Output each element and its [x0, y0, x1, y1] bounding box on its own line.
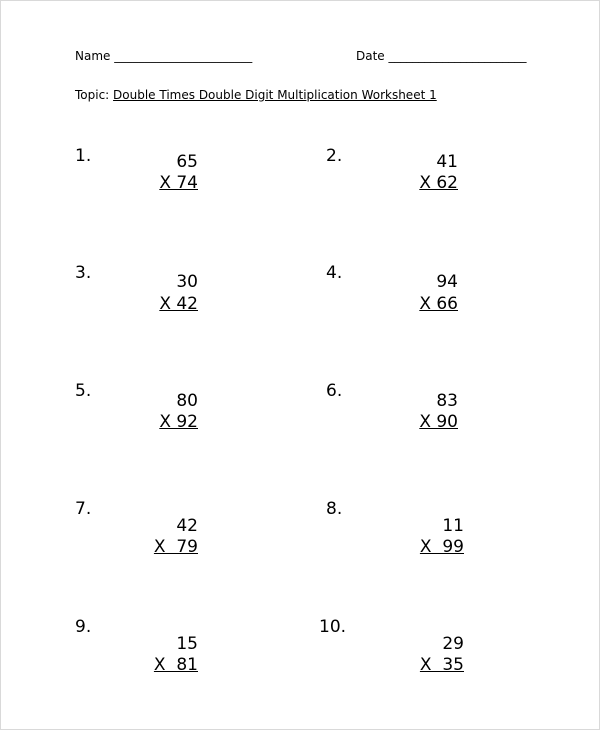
problem-bottom-operand: X 62 [419, 173, 458, 193]
problem-top-operand: 80 [176, 391, 198, 411]
problem-bottom-operand: X 66 [419, 294, 458, 314]
problem-top-operand: 42 [176, 516, 198, 536]
problem-top-operand: 94 [436, 272, 458, 292]
problem-number: 10. [319, 617, 347, 637]
topic-line [75, 88, 437, 102]
problem-number: 7. [75, 499, 92, 519]
problem-number: 5. [75, 381, 92, 401]
problem-top-operand: 83 [436, 391, 458, 411]
problem-number: 2. [326, 146, 343, 166]
problem-bottom-operand: X 99 [419, 537, 464, 557]
problem-top-operand: 11 [442, 516, 464, 536]
topic-prefix: Topic: [75, 88, 114, 102]
problem-bottom-operand: X 79 [153, 537, 198, 557]
problem-number: 8. [326, 499, 343, 519]
problem-top-operand: 15 [176, 634, 198, 654]
problem-number: 3. [75, 263, 92, 283]
problem-number: 9. [75, 617, 92, 637]
problem-number: 1. [75, 146, 92, 166]
problem-bottom-operand: X 35 [419, 655, 464, 675]
problem-top-operand: 65 [176, 152, 198, 172]
problem-bottom-operand: X 92 [159, 412, 198, 432]
date-field: Date _______________________ [356, 49, 527, 63]
problem-number: 6. [326, 381, 343, 401]
problem-top-operand: 30 [176, 272, 198, 292]
problem-bottom-operand: X 74 [159, 173, 198, 193]
problem-top-operand: 29 [442, 634, 464, 654]
problem-bottom-operand: X 42 [159, 294, 198, 314]
name-field: Name _______________________ [75, 49, 253, 63]
topic-title: Double Times Double Digit Multiplication Worksheet 1 [113, 88, 437, 102]
problem-top-operand: 41 [436, 152, 458, 172]
problem-bottom-operand: X 81 [153, 655, 198, 675]
problem-bottom-operand: X 90 [419, 412, 458, 432]
problem-number: 4. [326, 263, 343, 283]
